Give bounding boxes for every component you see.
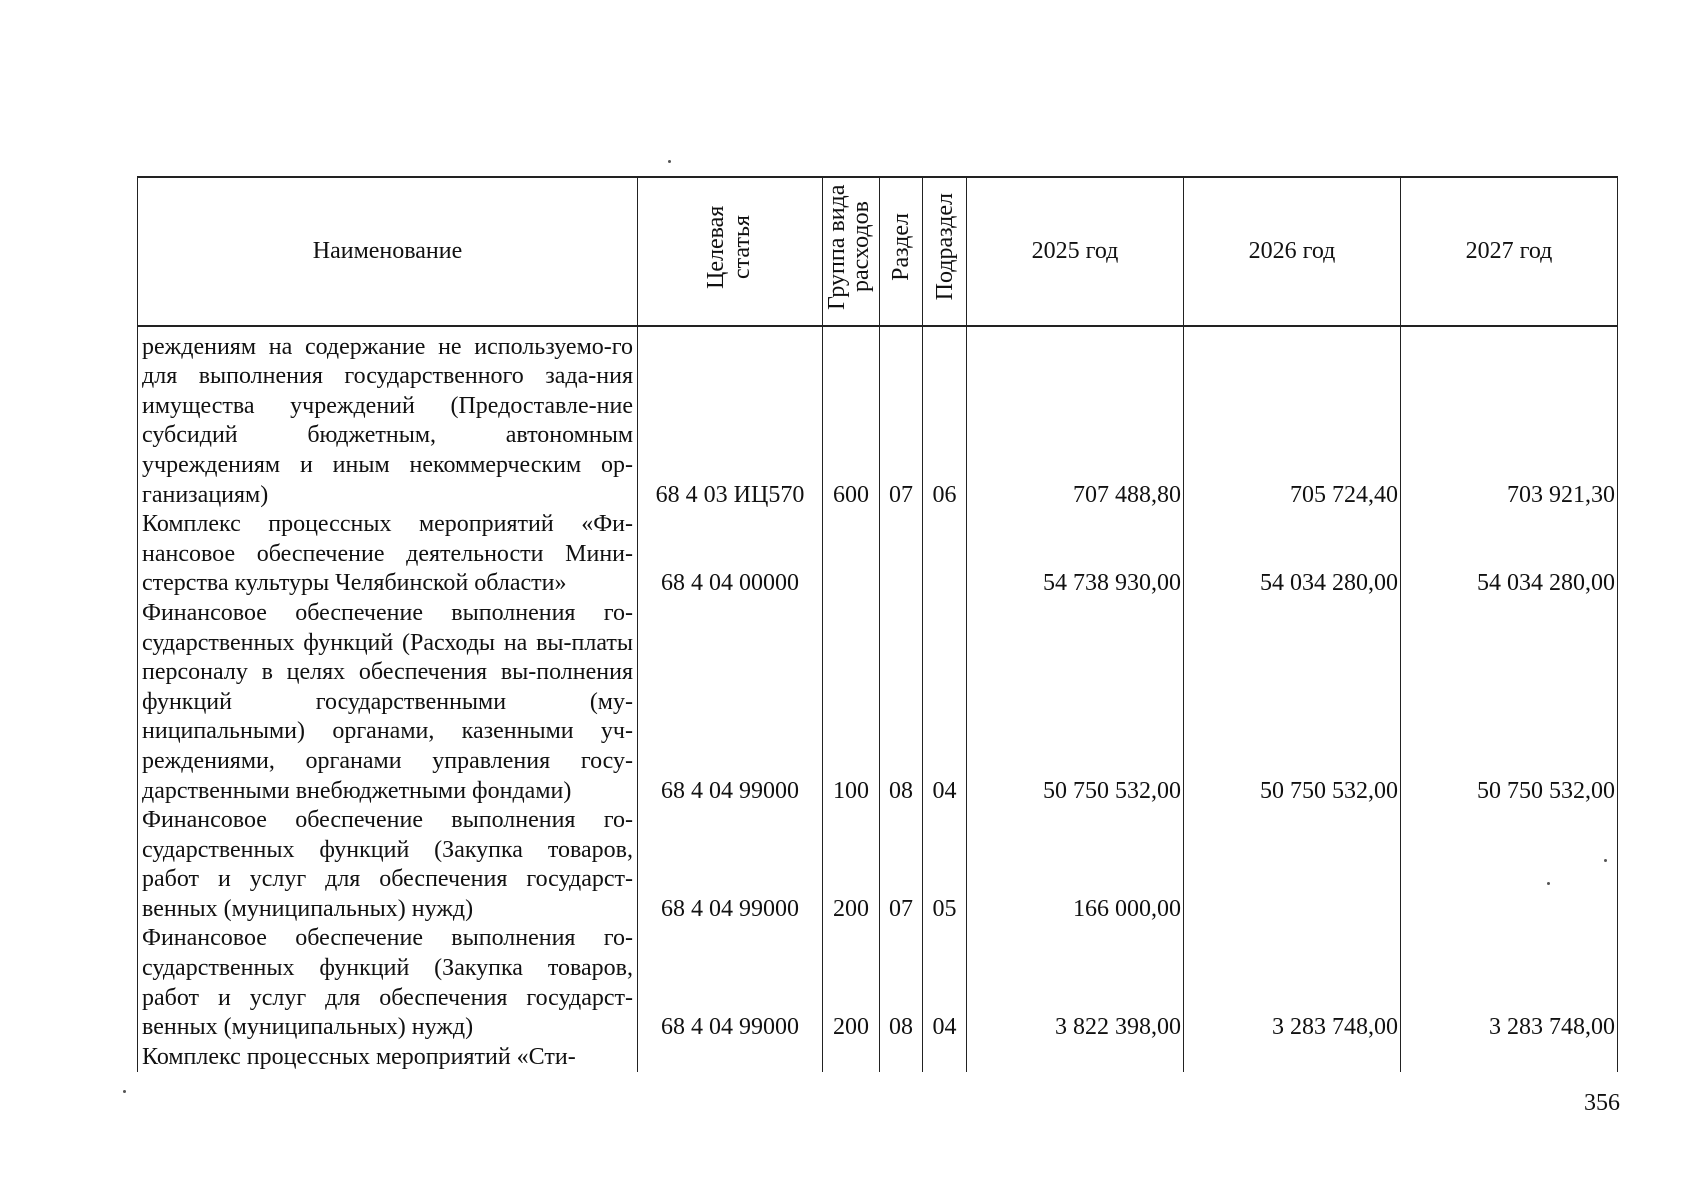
row-name: Финансовое обеспечение выполнения го-сударственных функций (Закупка товаров, работ и услуг для обеспечения государст-венных (муниципальных) нужд) (138, 924, 638, 1042)
row-amount-2027 (1401, 806, 1618, 924)
header-section: Раздел (880, 177, 923, 326)
table-row (138, 510, 1618, 599)
row-amount-2025: 3 822 398,00 (967, 924, 1184, 1042)
scan-speck (1547, 882, 1550, 885)
row-amount-2026 (1184, 806, 1401, 924)
scan-speck (123, 1090, 126, 1093)
row-subsection: 04 (923, 924, 967, 1042)
table-row (138, 924, 1618, 1042)
row-subsection (923, 510, 967, 599)
header-year-2026: 2026 год (1184, 177, 1401, 326)
row-name: Финансовое обеспечение выполнения го-сударственных функций (Закупка товаров, работ и услуг для обеспечения государст-венных (муниципальных) нужд) (138, 806, 638, 924)
table-header (138, 177, 1618, 326)
row-amount-2026: 54 034 280,00 (1184, 510, 1401, 599)
page-number: 356 (1584, 1090, 1620, 1116)
header-year-2027: 2027 год (1401, 177, 1618, 326)
row-name: Комплекс процессных мероприятий «Фи-нансовое обеспечение деятельности Мини-стерства культуры Челябинской области» (138, 510, 638, 599)
table-body (138, 326, 1618, 1073)
row-amount-2027: 3 283 748,00 (1401, 924, 1618, 1042)
row-section: 07 (880, 806, 923, 924)
row-target-article: 68 4 04 00000 (638, 510, 823, 599)
budget-table (137, 176, 1618, 1072)
row-target-article: 68 4 04 99000 (638, 924, 823, 1042)
header-year-2025: 2025 год (967, 177, 1184, 326)
row-expense-group (823, 510, 880, 599)
row-amount-2027: 703 921,30 (1401, 326, 1618, 511)
row-expense-group: 200 (823, 806, 880, 924)
row-subsection: 06 (923, 326, 967, 511)
row-amount-2025 (967, 1043, 1184, 1073)
row-section: 08 (880, 599, 923, 806)
row-amount-2027: 54 034 280,00 (1401, 510, 1618, 599)
row-subsection: 05 (923, 806, 967, 924)
row-amount-2027: 50 750 532,00 (1401, 599, 1618, 806)
table-row (138, 806, 1618, 924)
row-section: 07 (880, 326, 923, 511)
row-amount-2026: 3 283 748,00 (1184, 924, 1401, 1042)
header-target-article: Целевая статья (638, 177, 823, 326)
row-amount-2027 (1401, 1043, 1618, 1073)
row-section (880, 510, 923, 599)
row-amount-2026: 705 724,40 (1184, 326, 1401, 511)
row-section (880, 1043, 923, 1073)
row-expense-group (823, 1043, 880, 1073)
table-row (138, 1043, 1618, 1073)
row-expense-group: 600 (823, 326, 880, 511)
row-name: реждениям на содержание не используемо-го для выполнения государственного зада-ния имущества учреждений (Предоставле-ние субсидий бюджетным, автономным учреждениям и иным некоммерческим ор-ганизациям) (138, 326, 638, 511)
row-target-article: 68 4 04 99000 (638, 806, 823, 924)
row-subsection: 04 (923, 599, 967, 806)
table-row (138, 599, 1618, 806)
scan-speck (1604, 859, 1607, 862)
scan-speck (668, 160, 671, 163)
row-amount-2026: 50 750 532,00 (1184, 599, 1401, 806)
row-target-article (638, 1043, 823, 1073)
row-amount-2025: 707 488,80 (967, 326, 1184, 511)
row-amount-2026 (1184, 1043, 1401, 1073)
row-expense-group: 100 (823, 599, 880, 806)
row-amount-2025: 50 750 532,00 (967, 599, 1184, 806)
row-expense-group: 200 (823, 924, 880, 1042)
header-row (138, 177, 1618, 326)
header-subsection: Подраздел (923, 177, 967, 326)
row-name: Финансовое обеспечение выполнения го-сударственных функций (Расходы на вы-платы персоналу в целях обеспечения вы-полнения функций государственными (му-ниципальными) органами, казенными уч-реждениями, органами управления госу-дарственными внебюджетными фондами) (138, 599, 638, 806)
header-name: Наименование (138, 177, 638, 326)
row-subsection (923, 1043, 967, 1073)
row-section: 08 (880, 924, 923, 1042)
row-amount-2025: 166 000,00 (967, 806, 1184, 924)
row-target-article: 68 4 03 ИЦ570 (638, 326, 823, 511)
row-name: Комплекс процессных мероприятий «Сти- (138, 1043, 638, 1073)
row-amount-2025: 54 738 930,00 (967, 510, 1184, 599)
row-target-article: 68 4 04 99000 (638, 599, 823, 806)
header-expense-group: Группа вида расходов (823, 177, 880, 326)
table-row (138, 326, 1618, 511)
